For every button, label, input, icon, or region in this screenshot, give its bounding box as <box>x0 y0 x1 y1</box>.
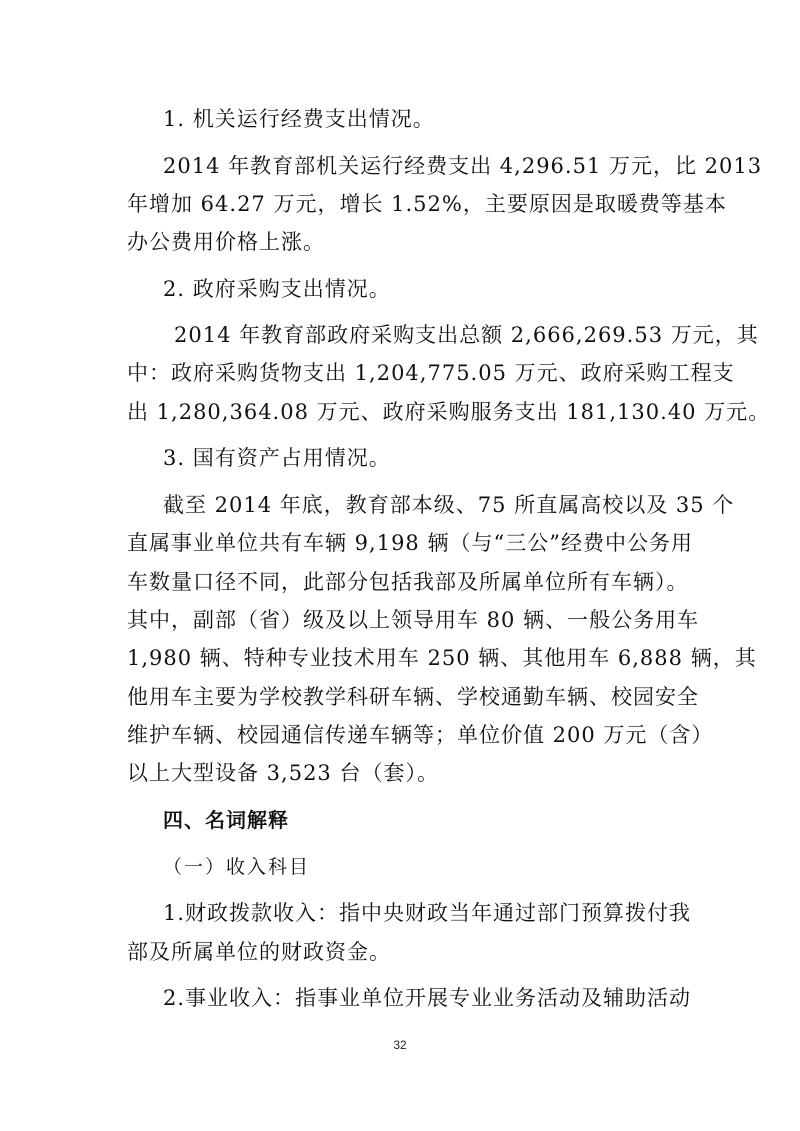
paragraph-line: 2.事业收入：指事业单位开展专业业务活动及辅助活动 <box>163 986 692 1010</box>
paragraph-line: 以上大型设备 3,523 台（套）。 <box>127 761 439 785</box>
paragraph-line: 截至 2014 年底，教育部本级、75 所直属高校以及 35 个 <box>163 493 735 517</box>
paragraph-line: 1.财政拨款收入：指中央财政当年通过部门预算拨付我 <box>163 901 692 925</box>
paragraph-line: 2014 年教育部政府采购支出总额 2,666,269.53 万元，其 <box>174 323 759 347</box>
paragraph-line: 维护车辆、校园通信传递车辆等；单位价值 200 万元（含） <box>127 723 714 747</box>
paragraph-heading-3: 3. 国有资产占用情况。 <box>163 446 391 470</box>
paragraph-line: 2014 年教育部机关运行经费支出 4,296.51 万元，比 2013 <box>163 154 763 178</box>
paragraph-line: 出 1,280,364.08 万元、政府采购服务支出 181,130.40 万元。 <box>127 400 771 424</box>
paragraph-line: 其中，副部（省）级及以上领导用车 80 辆、一般公务用车 <box>127 608 700 632</box>
section-heading: 四、名词解释 <box>163 808 289 832</box>
paragraph-line: 直属事业单位共有车辆 9,198 辆（与“三公”经费中公务用 <box>127 531 693 555</box>
paragraph-heading-2: 2. 政府采购支出情况。 <box>163 277 391 301</box>
subsection-heading: （一）收入科目 <box>163 856 311 878</box>
paragraph-line: 他用车主要为学校教学科研车辆、学校通勤车辆、校园安全 <box>127 685 699 709</box>
paragraph-line: 部及所属单位的财政资金。 <box>127 940 391 964</box>
page-number: 32 <box>393 1038 407 1052</box>
paragraph-line: 中：政府采购货物支出 1,204,775.05 万元、政府采购工程支 <box>127 361 735 385</box>
paragraph-heading-1: 1. 机关运行经费支出情况。 <box>163 107 435 131</box>
paragraph-line: 年增加 64.27 万元，增长 1.52%，主要原因是取暖费等基本 <box>127 192 727 216</box>
paragraph-line: 办公费用价格上涨。 <box>127 230 325 254</box>
paragraph-line: 1,980 辆、特种专业技术用车 250 辆、其他用车 6,888 辆，其 <box>127 646 757 670</box>
paragraph-line: 车数量口径不同，此部分包括我部及所属单位所有车辆）。 <box>127 570 689 594</box>
